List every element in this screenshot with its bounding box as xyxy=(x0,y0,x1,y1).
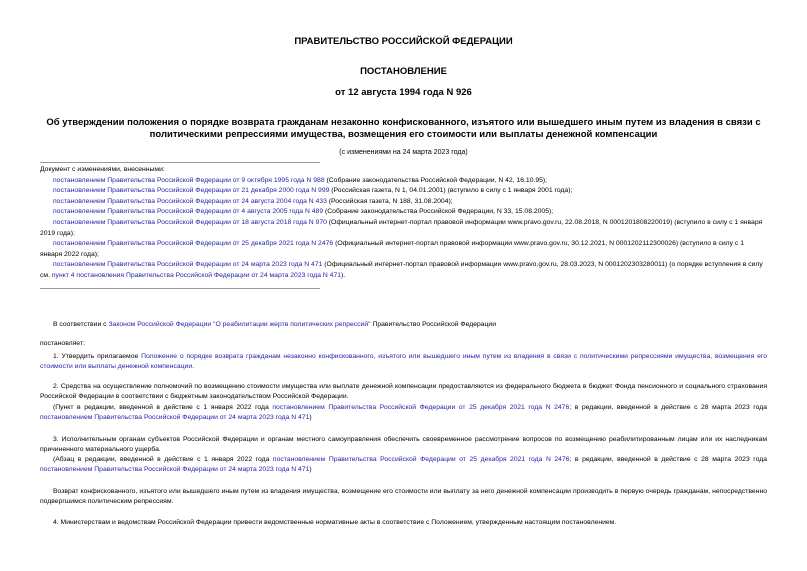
amendment-link[interactable]: постановлением Правительства Российской Федерации от 21 декабря 2000 года N 999 xyxy=(53,187,330,195)
decrees-label: постановляет: xyxy=(40,340,85,347)
amendments-top-rule xyxy=(40,162,320,163)
paragraph-3: 3. Исполнительным органам субъектов Российской Федерации и органам местного самоуправления обеспечить своевременное рассмотрение вопросов по возмещению реабилитированным лицам или их наследникам причиненного материального ущерба. xyxy=(40,436,767,454)
amendments-block xyxy=(40,165,767,282)
document-type: ПОСТАНОВЛЕНИЕ xyxy=(360,66,447,77)
preamble: В соответствии с Законом Российской Федерации "О реабилитации жертв политических репрессий" Правительство Российской Федерации xyxy=(53,321,497,328)
regulation-link[interactable]: Положение о порядке возврата гражданам незаконно конфискованного, изъятого или вышедшего иным путем из владения в связи с политическими репрессиями имущества, возмещения его стоимости или выплаты денежной компенсации xyxy=(40,353,768,371)
amendment-text: ). xyxy=(341,271,346,279)
amendment-link[interactable]: постановлением Правительства Российской Федерации от 24 марта 2023 года N 471 xyxy=(53,261,323,269)
paragraph-2-note: (Пункт в редакции, введенной в действие с 1 января 2022 года постановлением Правительства Российской Федерации от 25 декабря 2021 года N 2476; в редакции, введенной в действие с 28 марта 2023 года постановлением Правительства Российской Федерации от 24 марта 2023 года N 471) xyxy=(40,404,767,422)
amendment-link[interactable]: постановлением Правительства Российской Федерации от 18 августа 2018 года N 970 xyxy=(53,218,327,226)
paragraph-2: 2. Средства на осуществление полномочий по возмещению стоимости имущества или выплате денежной компенсации предоставляются из федерального бюджета в бюджет Фонда пенсионного и социального страхования Российской Федерации в соответствии с бюджетным законодательством Российской Федерации. xyxy=(40,383,767,401)
paragraph-3-continuation: Возврат конфискованного, изъятого или вышедшего иным путем из владения имущества, возмещение его стоимости или выплату за него денежной компенсации производить в первую очередь гражданам, непосредственно подвергшимся политическим репрессиям. xyxy=(40,488,767,506)
paragraph-3-note: (Абзац в редакции, введенной в действие с 1 января 2022 года постановлением Правительства Российской Федерации от 25 декабря 2021 года N 2476; в редакции, введенной в действие с 28 марта 2023 года постановлением Правительства Российской Федерации от 24 марта 2023 года N 471) xyxy=(40,456,767,474)
amendment-text: (Официальный интернет-портал правовой информации www.pravo.gov.ru, 28.03.2023, N 0001202303280011) (о порядке вступления в силу см. xyxy=(40,261,763,279)
document-title: Об утверждении положения о порядке возврата гражданам незаконно конфискованного, изъятого или вышедшего иным путем из владения в связи с политическими репрессиями имущества, возмещения его стоимости или выплаты денежной компенсации xyxy=(46,117,761,140)
amendment-item xyxy=(40,207,767,218)
amendment-text: (Российская газета, N 188, 31.08.2004); xyxy=(326,197,453,205)
amendment-text: (Официальный интернет-портал правовой информации www.pravo.gov.ru, 22.08.2018, N 0001201808220019) (вступило в силу с 1 января 2019 года); xyxy=(40,218,763,237)
amendments-bottom-rule xyxy=(40,288,320,289)
amendment-item xyxy=(40,260,767,281)
amendment-item xyxy=(40,186,767,197)
law-link[interactable]: Законом Российской Федерации "О реабилитации жертв политических репрессий" xyxy=(108,321,371,328)
amendment-item xyxy=(40,197,767,208)
changes-note: (с изменениями на 24 марта 2023 года) xyxy=(339,149,468,156)
amendment-item xyxy=(40,239,767,260)
amendment-item xyxy=(40,176,767,187)
amendment-text: (Российская газета, N 1, 04.01.2001) (вступило в силу с 1 января 2001 года); xyxy=(329,187,573,195)
amendment-link[interactable]: постановлением Правительства Российской Федерации от 25 декабря 2021 года N 2476 xyxy=(53,240,334,248)
government-name: ПРАВИТЕЛЬСТВО РОССИЙСКОЙ ФЕДЕРАЦИИ xyxy=(294,36,513,47)
amendment-link[interactable]: пункт 4 постановления Правительства Российской Федерации от 24 марта 2023 года N 471 xyxy=(51,271,342,279)
paragraph-1: 1. Утвердить прилагаемое Положение о порядке возврата гражданам незаконно конфискованного, изъятого или вышедшего иным путем из владения в связи с политическими репрессиями имущества, возмещения его стоимости или выплаты денежной компенсации. xyxy=(40,353,768,371)
amendment-text: (Собрание законодательства Российской Федерации, N 42, 16.10.95); xyxy=(324,176,548,184)
resolution-link[interactable]: постановлением Правительства Российской Федерации от 24 марта 2023 года N 471 xyxy=(40,414,310,422)
amendment-text: (Официальный интернет-портал правовой информации www.pravo.gov.ru, 30.12.2021, N 0001202112300026) (вступило в силу с 1 января 2022 года); xyxy=(40,240,744,258)
amendment-link[interactable]: постановлением Правительства Российской Федерации от 4 августа 2005 года N 489 xyxy=(53,208,324,216)
resolution-link[interactable]: постановлением Правительства Российской Федерации от 25 декабря 2021 года N 2476 xyxy=(272,456,570,463)
paragraph-4: 4. Министерствам и ведомствам Российской Федерации привести ведомственные нормативные акты в соответствие с Положением, утвержденным настоящим постановлением. xyxy=(53,519,617,526)
amendment-link[interactable]: постановлением Правительства Российской Федерации от 24 августа 2004 года N 433 xyxy=(53,197,327,205)
resolution-link[interactable]: постановлением Правительства Российской Федерации от 24 марта 2023 года N 471 xyxy=(40,466,310,474)
amendments-intro: Документ с изменениями, внесенными: xyxy=(40,166,165,173)
amendment-text: (Собрание законодательства Российской Федерации, N 33, 15.08.2005); xyxy=(323,208,554,216)
amendment-link[interactable]: постановлением Правительства Российской Федерации от 9 октября 1995 года N 988 xyxy=(53,176,325,184)
amendment-item xyxy=(40,218,767,239)
resolution-link[interactable]: постановлением Правительства Российской Федерации от 25 декабря 2021 года N 2476 xyxy=(272,404,570,411)
document-date-number: от 12 августа 1994 года N 926 xyxy=(335,87,472,98)
